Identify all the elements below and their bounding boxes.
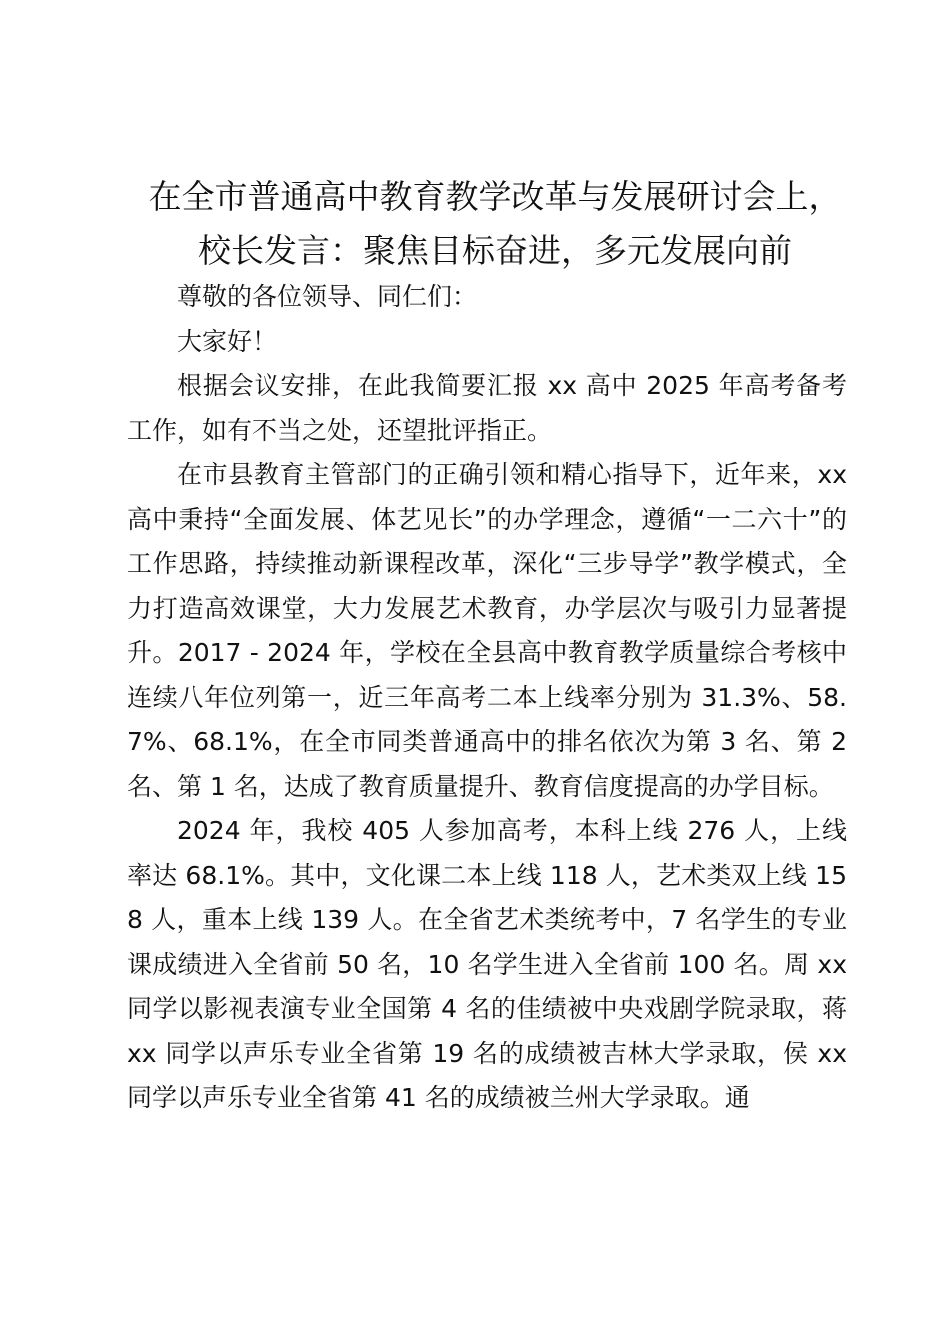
paragraph-results-2024: 2024 年，我校 405 人参加高考，本科上线 276 人，上线率达 68.1%。其中，文化课二本上线 118 人，艺术类双上线 158 人，重本上线 139 人。在全省艺术类统考中，7 名学生的专业课成绩进入全省前 50 名，10 名学生进入全省前 100 名。周 xx 同学以影视表演专业全国第 4 名的佳绩被中央戏剧学院录取，蒋 xx 同学以声乐专业全省第 19 名的成绩被吉林大学录取，侯 xx 同学以声乐专业全省第 41 名的成绩被兰州大学录取。通 [127,816,847,1112]
paragraph-intro: 根据会议安排，在此我简要汇报 xx 高中 2025 年高考备考工作，如有不当之处，还望批评指正。 [127,371,847,445]
title-line-2: 校长发言：聚焦目标奋进，多元发展向前 [198,231,792,270]
document-body [127,275,847,1121]
greeting: 大家好！ [177,326,278,356]
title-line-1: 在全市普通高中教育教学改革与发展研讨会上， [148,177,842,216]
salutation: 尊敬的各位领导、同仁们： [177,282,478,311]
paragraph-overview: 在市县教育主管部门的正确引领和精心指导下，近年来，xx 高中秉持“全面发展、体艺见长”的办学理念，遵循“一二六十”的工作思路，持续推动新课程改革，深化“三步导学”教学模式，全力打造高效课堂，大力发展艺术教育，办学层次与吸引力显著提升。2017 - 2024 年，学校在全县高中教育教学质量综合考核中连续八年位列第一，近三年高考二本上线率分别为 31.3%、58.7%、68.1%，在全市同类普通高中的排名依次为第 3 名、第 2 名、第 1 名，达成了教育质量提升、教育信度提高的办学目标。 [127,460,847,801]
document-title [110,170,880,278]
